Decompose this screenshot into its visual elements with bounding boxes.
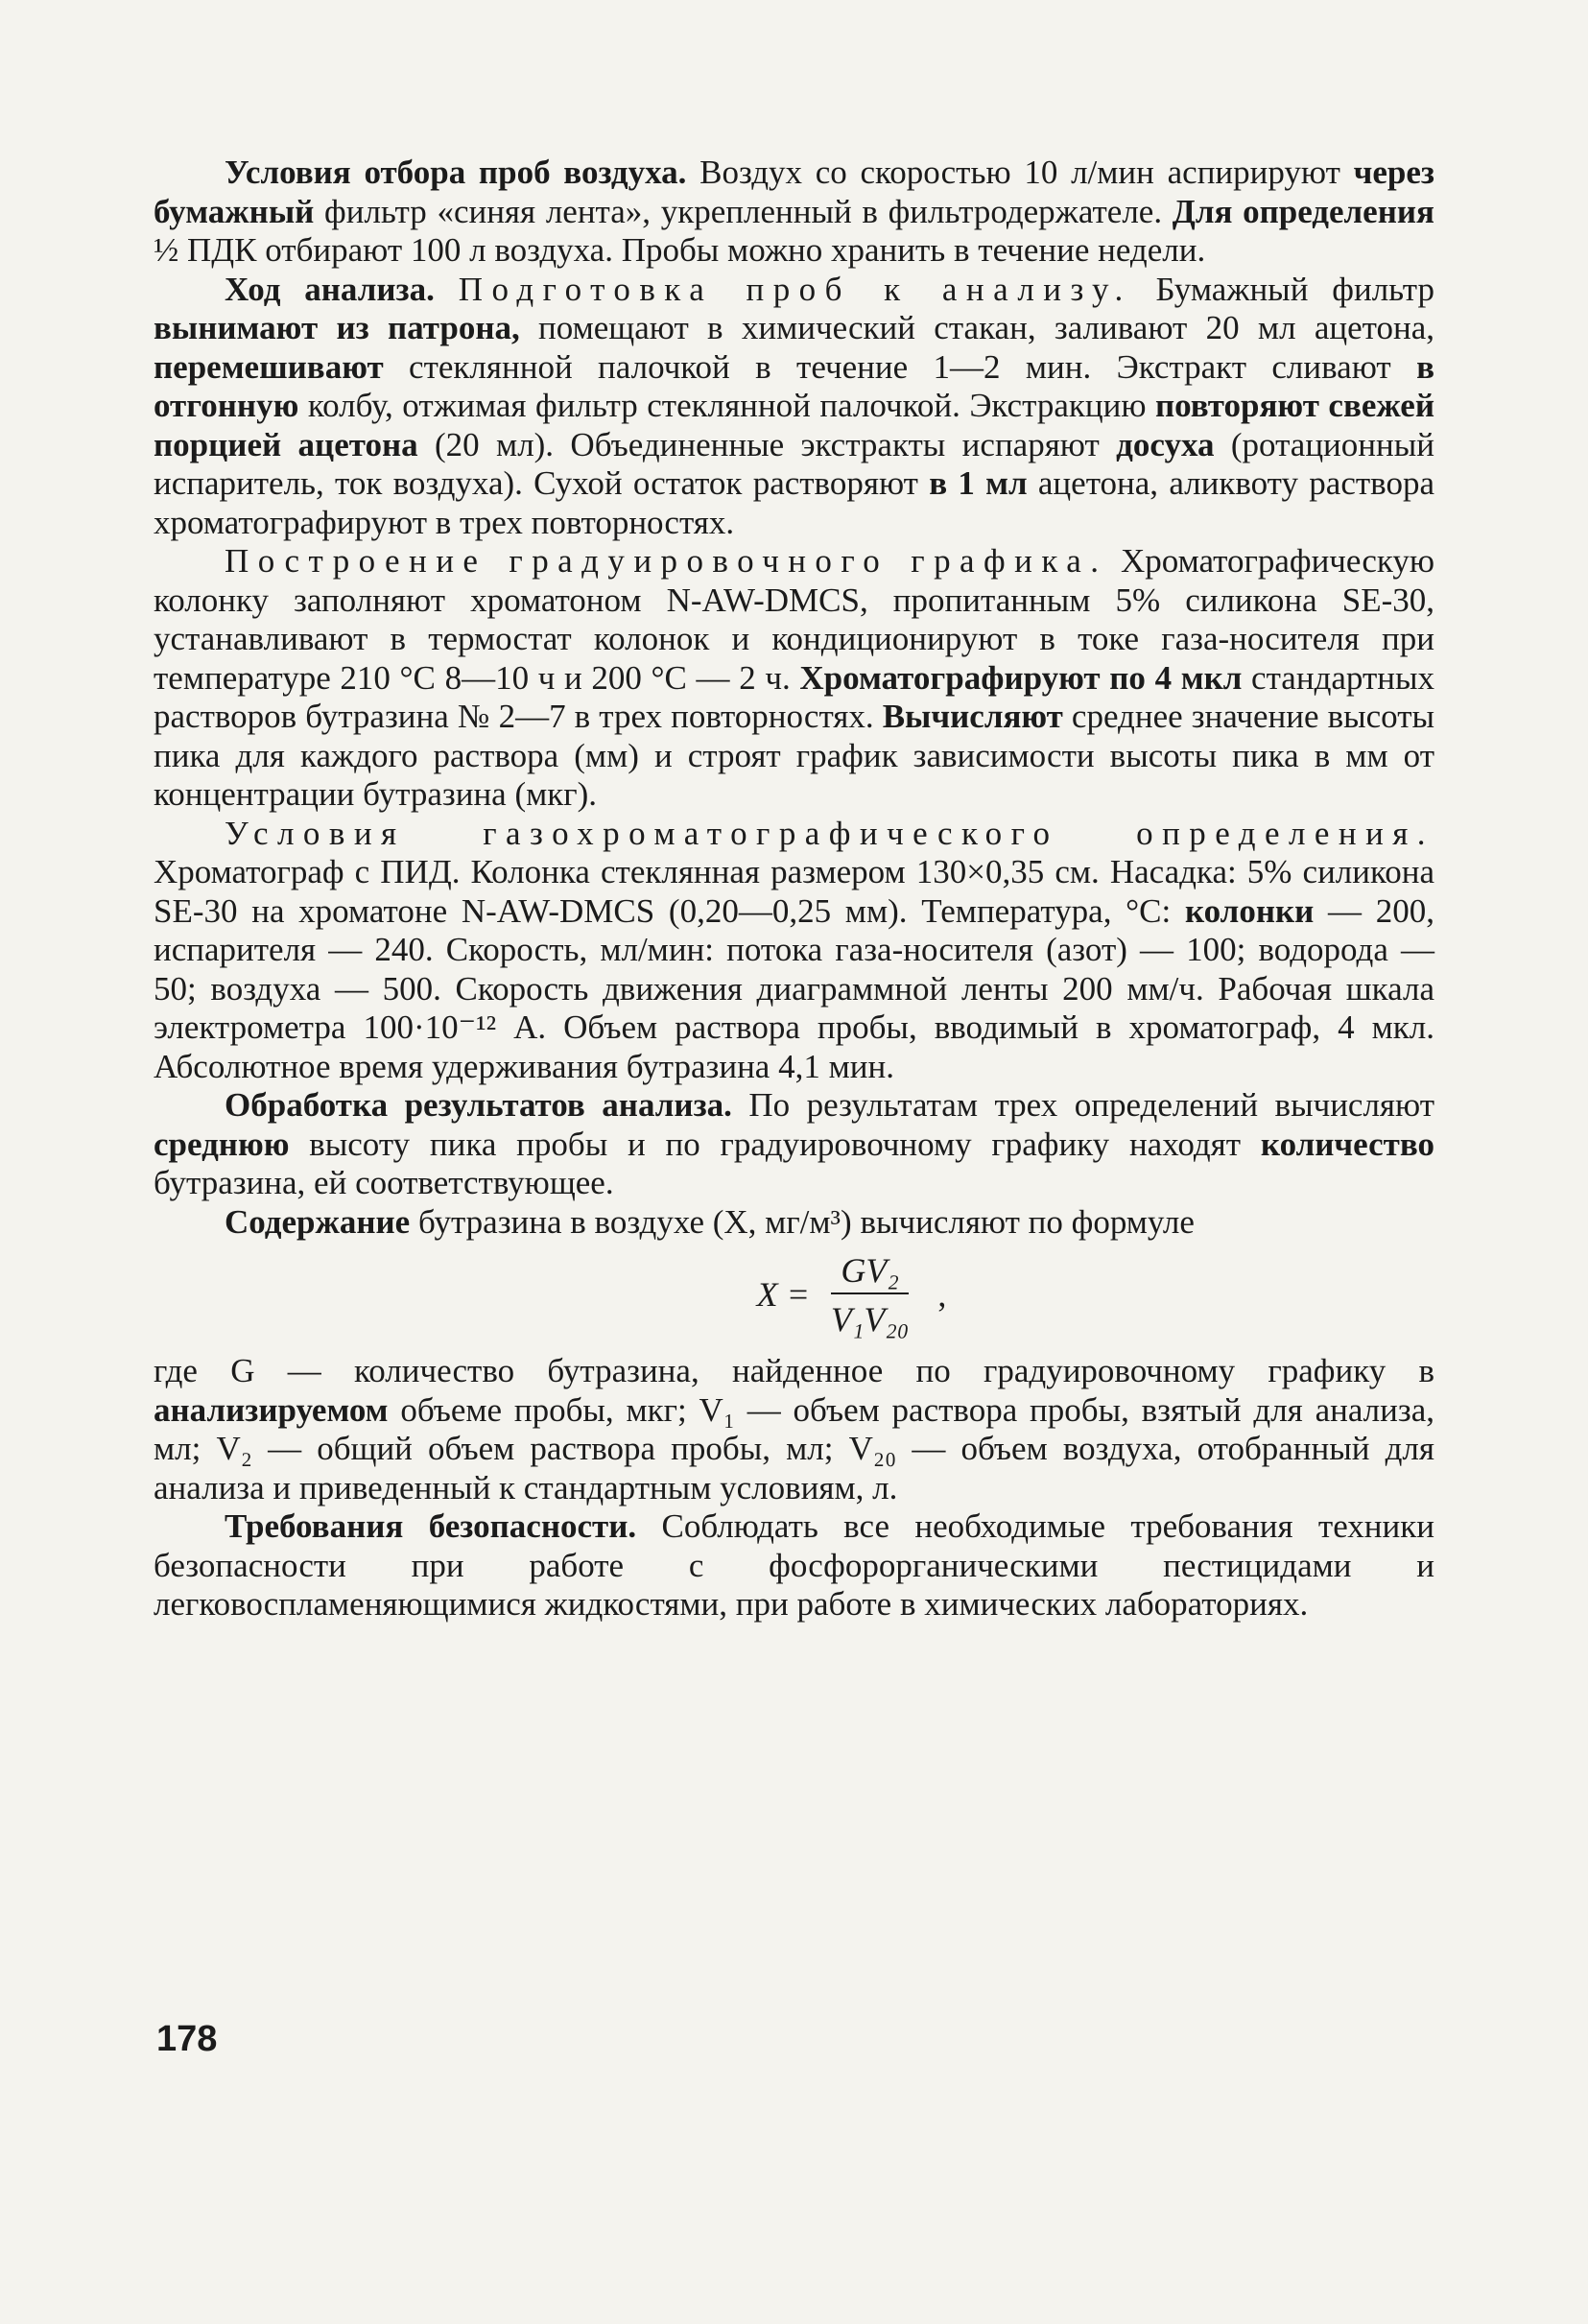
text-run: повторяют свежей порцией ацетона bbox=[154, 387, 1434, 463]
text-run: колонки bbox=[1184, 891, 1315, 930]
text-run: Подготовка проб к анализу. bbox=[458, 270, 1132, 308]
text-run: Содержание bbox=[225, 1202, 411, 1241]
text-run: анализируемом bbox=[154, 1390, 389, 1429]
text-run: Хроматограф с ПИД. Колонка стеклянная размером 130×0,35 см. Насадка: 5% силикона SE-30 на хроматоне N-AW-DMCS (0,20—0,25 мм). Температура, °С: bbox=[154, 853, 1434, 930]
paragraph-safety bbox=[154, 1507, 1434, 1624]
text-run: досуха bbox=[1116, 425, 1215, 463]
formula-numerator: GV₂ bbox=[831, 1251, 909, 1294]
text-run: Обработка результатов анализа. bbox=[225, 1086, 732, 1124]
text-run: количество bbox=[1260, 1125, 1434, 1163]
text-run: Условия отбора проб воздуха. bbox=[225, 154, 687, 191]
text-run: в отгонную bbox=[154, 347, 1434, 424]
text-run: (20 мл). Объединенные экстракты испаряют bbox=[417, 425, 1117, 463]
text-run: высоту пика пробы и по градуировочному графику находят bbox=[289, 1125, 1261, 1163]
text-run: в 1 мл bbox=[929, 464, 1028, 502]
text-run: вынимают из патрона, bbox=[154, 309, 520, 346]
text-run: Хроматографическую колонку заполняют хроматоном N-AW-DMCS, пропитанным 5% силикона SE-30, устанавливают в термостат колонок и кондиционируют в токе газа-носителя при температуре 210 °С 8—10 ч и 200 °С — 2 ч. bbox=[154, 542, 1435, 697]
paragraph-calibration bbox=[154, 542, 1434, 815]
concentration-formula bbox=[154, 1251, 1434, 1339]
text-run: ацетона, аликвоту раствора хроматографируют в трех повторностях. bbox=[154, 464, 1434, 541]
paragraphs-before-formula bbox=[154, 154, 1434, 1242]
formula-denominator: V₁V₂₀ bbox=[830, 1299, 910, 1339]
text-run: колбу, отжимая фильтр стеклянной палочкой. Экстракцию bbox=[298, 387, 1155, 424]
paragraph-air-sampling bbox=[154, 154, 1434, 271]
text-run: По результатам трех определений вычисляют bbox=[731, 1086, 1434, 1124]
text-run: среднее значение высоты пика для каждого раствора (мм) и строят график зависимости высоты пика в мм от концентрации бутразина (мкг). bbox=[154, 698, 1435, 813]
paragraph-gc-conditions bbox=[154, 815, 1434, 1087]
text-run: Вычисляют bbox=[882, 698, 1063, 735]
text-run: объеме пробы, мкг; V₁ — объем раствора пробы, взятый для анализа, мл; V₂ — общий объем раствора пробы, мл; V₂₀ — объем воздуха, отобранный для анализа и приведенный к стандартным условиям, л. bbox=[154, 1390, 1434, 1506]
paragraph-content-formula-intro bbox=[154, 1203, 1434, 1243]
text-run: Соблюдать все необходимые требования техники безопасности при работе с фосфорорганическими пестицидами и легковоспламеняющимися жидкостями, при работе в химических лабораториях. bbox=[154, 1507, 1434, 1623]
text-run: бутразина в воздухе (X, мг/м³) вычисляют по формуле bbox=[410, 1202, 1195, 1241]
formula-fraction bbox=[821, 1251, 919, 1339]
text-run: Построение градуировочного графика. bbox=[225, 542, 1108, 580]
paragraph-results-processing bbox=[154, 1086, 1434, 1203]
text-run: бутразина, ей соответствующее. bbox=[154, 1164, 614, 1201]
text-run: ½ ПДК отбирают 100 л воздуха. Пробы можно хранить в течение недели. bbox=[154, 231, 1206, 269]
text-run: стеклянной палочкой в течение 1—2 мин. Экстракт сливают bbox=[383, 347, 1417, 386]
text-run: Для определения bbox=[1172, 192, 1434, 230]
paragraph-analysis-procedure bbox=[154, 271, 1434, 543]
paragraph-formula-legend bbox=[154, 1352, 1434, 1507]
text-run: среднюю bbox=[154, 1125, 290, 1163]
text-run: Условия газохроматографического определения. bbox=[225, 814, 1434, 852]
formula-lhs: X = bbox=[756, 1275, 810, 1315]
body-text bbox=[154, 154, 1434, 1624]
text-run: — 200, испарителя — 240. Скорость, мл/мин: потока газа-носителя (азот) — 100; водорода — 50; воздуха — 500. Скорость движения диаграммной ленты 200 мм/ч. Рабочая шкала электрометра 100·10⁻¹² А. Объем раствора пробы, вводимый в хроматограф, 4 мкл. Абсолютное время удерживания бутразина 4,1 мин. bbox=[154, 891, 1434, 1085]
text-run: Требования безопасности. bbox=[225, 1507, 637, 1545]
text-run: Воздух со скоростью 10 л/мин аспирируют bbox=[686, 154, 1354, 191]
text-run: где G — количество бутразина, найденное по градуировочному графику в bbox=[154, 1352, 1434, 1389]
text-run: Бумажный фильтр bbox=[1131, 270, 1435, 308]
text-run: перемешивают bbox=[154, 347, 384, 386]
text-run bbox=[435, 271, 459, 308]
text-run: стандартных растворов бутразина № 2—7 в трех повторностях. bbox=[154, 658, 1434, 735]
paragraphs-after-formula bbox=[154, 1352, 1434, 1624]
page-number: 178 bbox=[156, 2019, 218, 2059]
formula-comma: , bbox=[937, 1275, 947, 1315]
text-run: (ротационный испаритель, ток воздуха). Сухой остаток растворяют bbox=[154, 425, 1434, 502]
text-run: Ход анализа. bbox=[225, 270, 435, 308]
text-run: через бумажный bbox=[154, 154, 1434, 230]
text-run: помещают в химический стакан, заливают 20 мл ацетона, bbox=[519, 309, 1434, 346]
text-run: фильтр «синяя лента», укрепленный в фильтродержателе. bbox=[314, 192, 1173, 230]
text-run: Хроматографируют по 4 мкл bbox=[799, 658, 1243, 697]
